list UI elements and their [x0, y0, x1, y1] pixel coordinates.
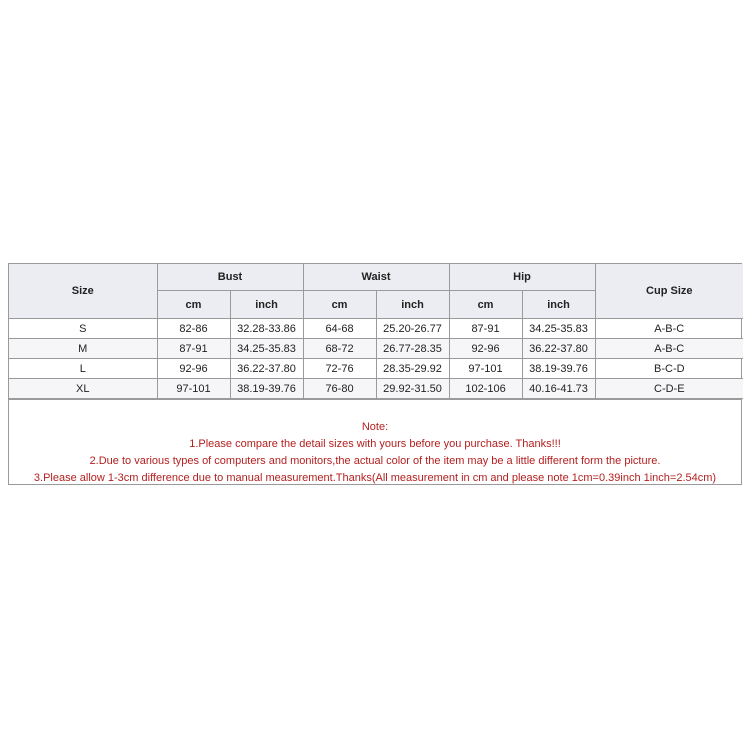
cell-waist-cm: 72-76	[303, 359, 376, 379]
cell-hip-inch: 40.16-41.73	[522, 379, 595, 399]
notes-title: Note:	[361, 421, 389, 433]
table-row	[9, 359, 743, 379]
header-bust-inch: inch	[230, 291, 303, 319]
header-hip-cm: cm	[449, 291, 522, 319]
header-waist-cm: cm	[303, 291, 376, 319]
table-row	[9, 379, 743, 399]
cell-bust-cm: 97-101	[157, 379, 230, 399]
cell-hip-inch: 34.25-35.83	[522, 319, 595, 339]
header-bust: Bust	[157, 264, 303, 291]
cell-cup: C-D-E	[595, 379, 743, 399]
cell-bust-inch: 32.28-33.86	[230, 319, 303, 339]
cell-hip-inch: 36.22-37.80	[522, 339, 595, 359]
cell-waist-inch: 26.77-28.35	[376, 339, 449, 359]
cell-waist-inch: 28.35-29.92	[376, 359, 449, 379]
header-hip: Hip	[449, 264, 595, 291]
header-waist: Waist	[303, 264, 449, 291]
header-cup-size: Cup Size	[595, 264, 743, 319]
header-bust-cm: cm	[157, 291, 230, 319]
cell-waist-inch: 29.92-31.50	[376, 379, 449, 399]
cell-bust-inch: 36.22-37.80	[230, 359, 303, 379]
note-line: 1.Please compare the detail sizes with yours before you purchase. Thanks!!!	[189, 438, 561, 450]
cell-bust-inch: 34.25-35.83	[230, 339, 303, 359]
cell-hip-cm: 92-96	[449, 339, 522, 359]
cell-waist-cm: 68-72	[303, 339, 376, 359]
note-line: 3.Please allow 1-3cm difference due to manual measurement.Thanks(All measurement in cm and please note 1cm=0.39inch 1inch=2.54cm)	[33, 472, 717, 484]
size-table	[9, 264, 743, 399]
cell-bust-cm: 87-91	[157, 339, 230, 359]
header-hip-inch: inch	[522, 291, 595, 319]
cell-size: L	[9, 359, 157, 379]
cell-cup: A-B-C	[595, 319, 743, 339]
header-size: Size	[9, 264, 157, 319]
cell-size: XL	[9, 379, 157, 399]
notes-section	[9, 399, 741, 484]
cell-hip-cm: 87-91	[449, 319, 522, 339]
cell-cup: B-C-D	[595, 359, 743, 379]
cell-cup: A-B-C	[595, 339, 743, 359]
cell-hip-cm: 97-101	[449, 359, 522, 379]
cell-bust-inch: 38.19-39.76	[230, 379, 303, 399]
cell-waist-cm: 64-68	[303, 319, 376, 339]
size-chart	[8, 263, 742, 485]
cell-hip-cm: 102-106	[449, 379, 522, 399]
table-row	[9, 339, 743, 359]
cell-hip-inch: 38.19-39.76	[522, 359, 595, 379]
cell-waist-cm: 76-80	[303, 379, 376, 399]
table-row	[9, 319, 743, 339]
cell-waist-inch: 25.20-26.77	[376, 319, 449, 339]
cell-bust-cm: 82-86	[157, 319, 230, 339]
header-waist-inch: inch	[376, 291, 449, 319]
header-group-row	[9, 264, 743, 291]
cell-size: S	[9, 319, 157, 339]
note-line: 2.Due to various types of computers and monitors,the actual color of the item may be a little different form the picture.	[89, 455, 661, 467]
cell-bust-cm: 92-96	[157, 359, 230, 379]
cell-size: M	[9, 339, 157, 359]
